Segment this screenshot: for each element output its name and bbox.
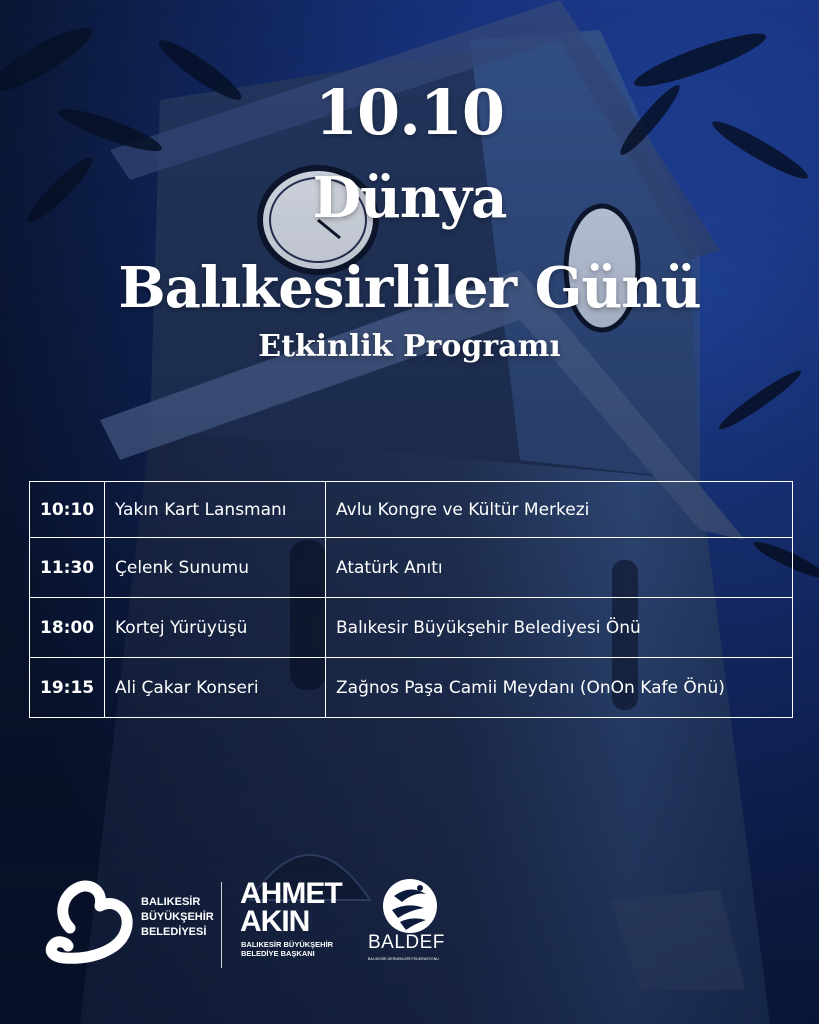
event-cell: Kortej Yürüyüşü [105,598,326,658]
location-cell: Atatürk Anıtı [326,538,793,598]
title-block [0,76,819,364]
time-cell: 18:00 [30,598,105,658]
time-cell: 19:15 [30,658,105,718]
akin-sub-1: BALIKESİR BÜYÜKŞEHİR [241,940,334,949]
time-cell: 10:10 [30,482,105,538]
bbb-line-2: BÜYÜKŞEHİR [141,911,214,923]
table-row [30,482,793,538]
footer-logos [0,870,819,980]
akin-title [241,940,333,958]
table-row [30,538,793,598]
title-world: Dünya [312,165,507,231]
baldef-logo-icon [380,876,440,936]
akin-sub-2: BELEDİYE BAŞKANI [241,949,315,958]
program-table [29,481,793,718]
akin-line-2: AKIN [240,905,310,938]
baldef-wordmark: BALDEF [368,932,445,953]
table-row [30,658,793,718]
location-cell: Zağnos Paşa Camii Meydanı (OnOn Kafe Önü) [326,658,793,718]
event-cell: Yakın Kart Lansmanı [105,482,326,538]
title-main: Balıkesirliler Günü [118,255,701,321]
location-cell: Balıkesir Büyükşehir Belediyesi Önü [326,598,793,658]
event-cell: Çelenk Sunumu [105,538,326,598]
time-cell: 11:30 [30,538,105,598]
bbb-line-3: BELEDİYESİ [141,926,207,938]
title-date: 10.10 [314,76,505,149]
logo-divider [221,882,222,968]
bbb-line-1: BALIKESİR [141,896,201,908]
akin-wordmark [240,877,342,938]
table-row [30,598,793,658]
akin-line-1: AHMET [240,877,342,910]
event-cell: Ali Çakar Konseri [105,658,326,718]
location-cell: Avlu Kongre ve Kültür Merkezi [326,482,793,538]
title-subtitle: Etkinlik Programı [258,329,561,364]
baldef-subtitle: BALIKESİR DERNEKLERİ FEDERASYONU [368,957,439,961]
heart-logo-icon [44,876,134,966]
bbb-wordmark [141,895,214,940]
